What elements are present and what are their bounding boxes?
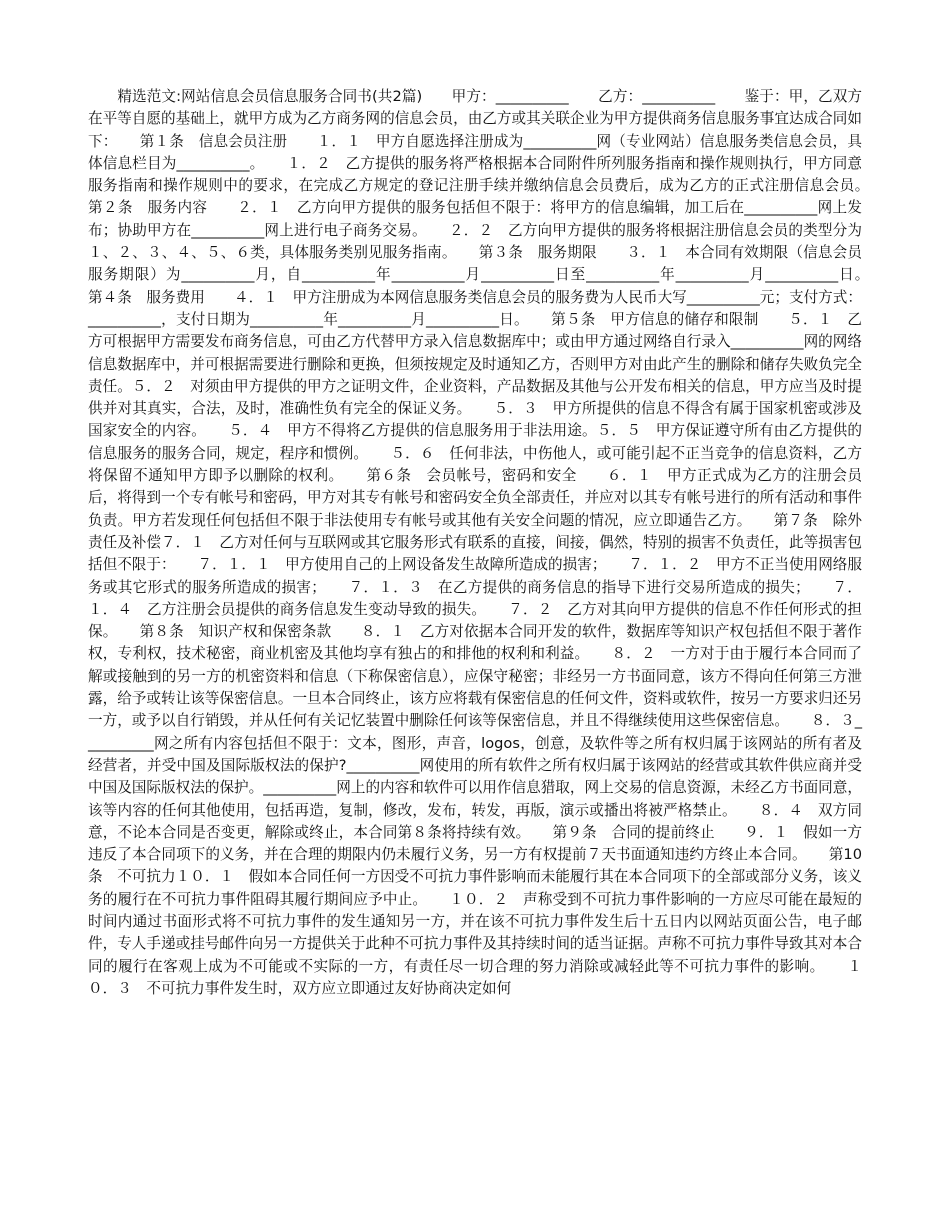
- contract-text: 精选范文:网站信息会员信息服务合同书(共2篇) 甲方：__________ 乙方：__________ 鉴于：甲，乙双方在平等自愿的基础上，就甲方成为乙方商务网的信息会员，由乙方或其关联企业为甲方提供商务信息服务事宜达成合同如下： 第１条 信息会员注册 １．１ 甲方自愿选择注册成为__________网（专业网站）信息服务类信息会员，具体信息栏目为__________。 １．２ 乙方提供的服务将严格根据本合同附件所列服务指南和操作规则执行，甲方同意服务指南和操作规则中的要求，在完成乙方规定的登记注册手续并缴纳信息会员费后，成为乙方的正式注册信息会员。 第２条 服务内容 ２．１ 乙方向甲方提供的服务包括但不限于：将甲方的信息编辑，加工后在__________网上发布；协助甲方在__________网上进行电子商务交易。 ２．２ 乙方向甲方提供的服务将根据注册信息会员的类型分为１、２、３、４、５、６类，具体服务类别见服务指南。 第３条 服务期限 ３．１ 本合同有效期限（信息会员服务期限）为__________月，自__________年__________月__________日至__________年__________月__________日。 第４条 服务费用 ４．１ 甲方注册成为本网信息服务类信息会员的服务费为人民币大写__________元；支付方式：__________，支付日期为__________年__________月__________日。 第５条 甲方信息的储存和限制 ５．１ 乙方可根据甲方需要发布商务信息，可由乙方代替甲方录入信息数据库中；或由甲方通过网络自行录入__________网的网络信息数据库中，并可根据需要进行删除和更换，但须按规定及时通知乙方，否则甲方对由此产生的删除和储存失败负完全责任。５．２ 对须由甲方提供的甲方之证明文件，企业资料，产品数据及其他与公开发布相关的信息，甲方应当及时提供并对其真实，合法，及时，准确性负有完全的保证义务。 ５．３ 甲方所提供的信息不得含有属于国家机密或涉及国家安全的内容。 ５．４ 甲方不得将乙方提供的信息服务用于非法用途。５．５ 甲方保证遵守所有由乙方提供的信息服务的服务合同，规定，程序和惯例。 ５．６ 任何非法，中伤他人，或可能引起不正当竞争的信息资料，乙方将保留不通知甲方即予以删除的权利。 第６条 会员帐号，密码和安全 ６．１ 甲方正式成为乙方的注册会员后，将得到一个专有帐号和密码，甲方对其专有帐号和密码安全负全部责任，并应对以其专有帐号进行的所有活动和事件负责。甲方若发现任何包括但不限于非法使用专有帐号或其他有关安全问题的情况，应立即通告乙方。 第７条 除外责任及补偿７．１ 乙方对任何与互联网或其它服务形式有联系的直接，间接，偶然，特别的损害不负责任，此等损害包括但不限于： ７．１．１ 甲方使用自己的上网设备发生故障所造成的损害； ７．１．２ 甲方不正当使用网络服务或其它形式的服务所造成的损害； ７．１．３ 在乙方提供的商务信息的指导下进行交易所造成的损失； ７．１．４ 乙方注册会员提供的商务信息发生变动导致的损失。 ７．２ 乙方对其向甲方提供的信息不作任何形式的担保。 第８条 知识产权和保密条款 ８．１ 乙方对依据本合同开发的软件，数据库等知识产权包括但不限于著作权，专利权，技术秘密，商业机密及其他均享有独占的和排他的权利和利益。 ８．２ 一方对于由于履行本合同而了解或接触到的另一方的机密资料和信息（下称保密信息），应保守秘密；非经另一方书面同意，该方不得向任何第三方泄露，给予或转让该等保密信息。一旦本合同终止，该方应将载有保密信息的任何文件，资料或软件，按另一方要求归还另一方，或予以自行销毁，并从任何有关记忆装置中删除任何该等保密信息，并且不得继续使用这些保密信息。 ８．３__________网之所有内容包括但不限于：文本，图形，声音，logos，创意，及软件等之所有权归属于该网站的所有者及经营者，并受中国及国际版权法的保护?__________网使用的所有软件之所有权归属于该网站的经营或其软件供应商并受中国及国际版权法的保护。__________网上的内容和软件可以用作信息猎取，网上交易的信息资源，未经乙方书面同意，该等内容的任何其他使用，包括再造，复制，修改，发布，转发，再版，演示或播出将被严格禁止。 ８．４ 双方同意，不论本合同是否变更，解除或终止，本合同第８条将持续有效。 第９条 合同的提前终止 ９．１ 假如一方违反了本合同项下的义务，并在合理的期限内仍未履行义务，另一方有权提前７天书面通知违约方终止本合同。 第10条 不可抗力１０．１ 假如本合同任何一方因受不可抗力事件影响而未能履行其在本合同项下的全部或部分义务，该义务的履行在不可抗力事件阻碍其履行期间应予中止。 １０．２ 声称受到不可抗力事件影响的一方应尽可能在最短的时间内通过书面形式将不可抗力事件的发生通知另一方，并在该不可抗力事件发生后十五日内以网站页面公告，电子邮件，专人手递或挂号邮件向另一方提供关于此种不可抗力事件及其持续时间的适当证据。声称不可抗力事件导致其对本合同的履行在客观上成为不可能或不实际的一方，有责任尽一切合理的努力消除或减轻此等不可抗力事件的影响。 １０．３ 不可抗力事件发生时，双方应立即通过友好协商决定如何: [88, 88, 892, 997]
